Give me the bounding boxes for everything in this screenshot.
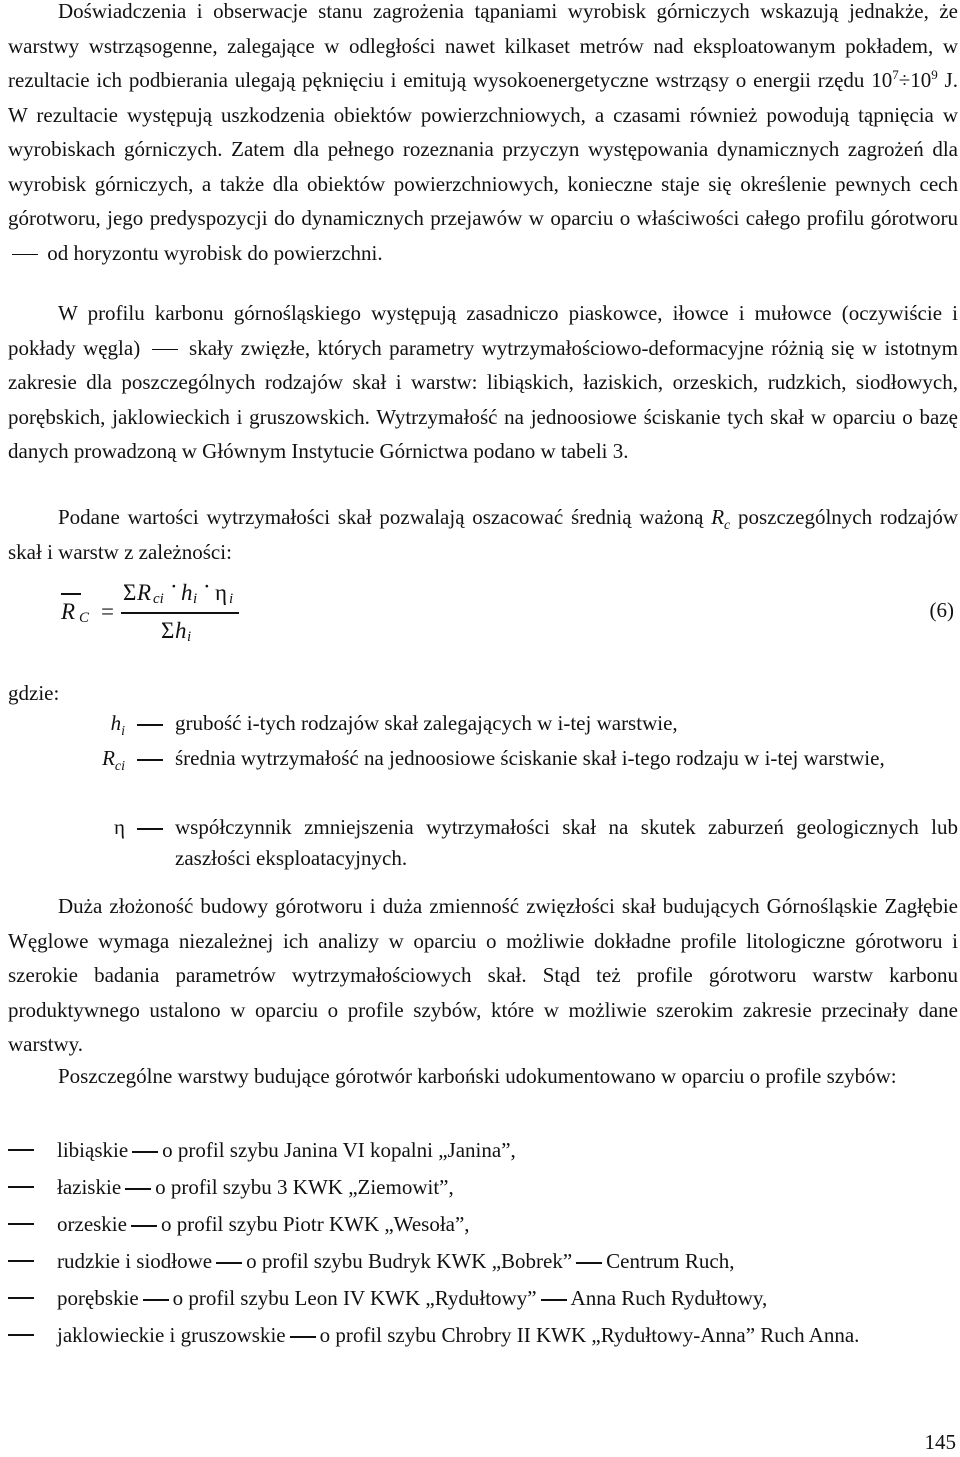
- em-dash: [137, 759, 163, 761]
- fraction-bar: [121, 612, 239, 614]
- range-10: ÷10: [898, 68, 932, 92]
- formula-num-sigma: Σ: [123, 580, 137, 605]
- formula-num-r: R: [137, 580, 152, 605]
- profile-source: o profil szybu 3 KWK „Ziemowit”,: [155, 1175, 454, 1199]
- profile-source: o profil szybu Piotr KWK „Wesoła”,: [160, 1212, 470, 1236]
- list-item-text: [57, 1133, 958, 1168]
- list-item-text: [57, 1170, 958, 1205]
- formula-lhs-r: R: [61, 599, 76, 624]
- paragraph-5: Poszczególne warstwy budujące górotwór karboński udokumentowano w oparciu o profile szybów:: [58, 1064, 897, 1088]
- symbol: η: [114, 815, 125, 839]
- em-dash: [137, 828, 163, 830]
- paragraph-1-part-c: od horyzontu wyrobisk do powierzchni.: [42, 240, 383, 265]
- symbol: R: [102, 746, 115, 770]
- profile-source: o profil szybu Chrobry II KWK „Rydułtowy-Anna” Ruch Anna.: [319, 1323, 860, 1347]
- em-dash: [541, 1299, 567, 1301]
- profile-source-extra: Centrum Ruch,: [606, 1249, 735, 1273]
- formula-dot: ·: [170, 574, 178, 599]
- list-item-text: [57, 1207, 958, 1242]
- formula-dot: ·: [203, 574, 211, 599]
- em-dash: [125, 1188, 151, 1190]
- formula-num-h-sub: i: [193, 591, 198, 607]
- formula-equals: =: [101, 599, 114, 624]
- profile-source: o profil szybu Janina VI kopalni „Janina”,: [162, 1138, 516, 1162]
- list-dash: [8, 1297, 34, 1299]
- paragraph-1: [8, 0, 958, 270]
- definition-text: średnia wytrzymałość na jednoosiowe ściskanie skał i-tego rodzaju w i-tej warstwie,: [175, 746, 885, 770]
- em-dash: [132, 1151, 158, 1153]
- em-dash: [12, 254, 38, 256]
- formula-num-r-sub: ci: [153, 591, 164, 607]
- list-item-text: [57, 1244, 958, 1279]
- where-label: gdzie:: [8, 681, 60, 705]
- page-number: 145: [924, 1430, 956, 1454]
- profile-source: o profil szybu Leon IV KWK „Rydułtowy”: [172, 1286, 537, 1310]
- em-dash: [216, 1262, 242, 1264]
- symbol: h: [110, 711, 122, 735]
- formula-lhs-sub: C: [79, 610, 90, 626]
- em-dash: [131, 1225, 157, 1227]
- list-dash: [8, 1334, 34, 1336]
- symbol-r: R: [711, 505, 725, 529]
- list-dash: [8, 1260, 34, 1262]
- layer-name: łaziskie: [57, 1175, 122, 1199]
- symbol-r-sub: c: [724, 518, 731, 534]
- exponent-7: 7: [892, 67, 899, 82]
- paragraph-3: [8, 500, 958, 569]
- formula-num-eta: η: [215, 580, 228, 605]
- paragraph-4: Duża złożoność budowy górotworu i duża zmienność zwięzłości skał budujących Górnośląskie Zagłębie Węglowe wymaga niezależnej ich analizy w oparciu o możliwie dokładne profile litologiczne górotworu i szerokie badania parametrów wytrzymałościowych skał. Stąd też profile górotworu warstw karbonu produktywnego ustalono w oparciu o profile szybów, które w możliwie szerokim zakresie przecinały dane warstwy.: [8, 894, 958, 1056]
- formula-num-h: h: [181, 580, 193, 605]
- exponent-9: 9: [931, 67, 938, 82]
- paragraph-2: [8, 296, 958, 469]
- paragraph-2-part-a: W profilu karbonu górnośląskiego występują zasadniczo piaskowce, iłowce i mułowce (oczywiście i pokłady węgla): [8, 301, 958, 360]
- symbol-sub: ci: [114, 759, 125, 775]
- mean-overbar: [61, 593, 81, 595]
- layer-name: jaklowieckie i gruszowskie: [57, 1323, 286, 1347]
- list-dash: [8, 1223, 34, 1225]
- list-item-text: [57, 1318, 958, 1353]
- em-dash: [143, 1299, 169, 1301]
- formula-6: [58, 574, 958, 655]
- layer-name: porębskie: [57, 1286, 139, 1310]
- em-dash: [290, 1336, 316, 1338]
- definition-text: współczynnik zmniejszenia wytrzymałości skał na skutek zaburzeń geologicznych lub zaszłości eksploatacyjnych.: [175, 815, 958, 870]
- em-dash: [152, 349, 178, 351]
- formula-den-h: h: [175, 618, 187, 643]
- definition-symbol: [55, 812, 125, 843]
- list-item-text: [57, 1281, 958, 1316]
- paragraph-3-part-a: Podane wartości wytrzymałości skał pozwalają oszacować średnią ważoną: [58, 505, 712, 529]
- em-dash: [576, 1262, 602, 1264]
- list-dash: [8, 1186, 34, 1188]
- formula-den-h-sub: i: [187, 629, 192, 645]
- definition-text: grubość i-tych rodzajów skał zalegających w i-tej warstwie,: [175, 711, 678, 735]
- formula-num-eta-sub: i: [229, 591, 234, 607]
- list-dash: [8, 1149, 34, 1151]
- formula-den-sigma: Σ: [161, 618, 175, 643]
- paragraph-1-part-b: J. W rezultacie występują uszkodzenia obiektów powierzchniowych, a czasami również powodują tąpnięcia w wyrobiskach górniczych. Zatem dla pełnego rozeznania przyczyn występowania dynamicznych zagrożeń dla wyrobisk górniczych, a także dla obiektów powierzchniowych, konieczne staje się określenie pewnych cech górotworu, jego predyspozycji do dynamicznych przejawów w oparciu o właściwości całego profilu górotworu: [8, 68, 958, 230]
- equation-number: (6): [929, 598, 954, 622]
- paragraph-2-part-b: skały zwięzłe, których parametry wytrzymałościowo-deformacyjne różnią się w istotnym zakresie dla poszczególnych rodzajów skał i warstw: libiąskich, łaziskich, orzeskich, rudzkich, siodłowych, porębskich, jaklowieckich i gruszowskich. Wytrzymałość na jednoosiowe ściskanie tych skał w oparciu o bazę danych prowadzoną w Głównym Instytucie Górnictwa podano w tabeli 3.: [8, 335, 958, 463]
- layer-name: rudzkie i siodłowe: [57, 1249, 213, 1273]
- em-dash: [137, 724, 163, 726]
- definition-symbol: [55, 743, 125, 774]
- symbol-sub: i: [121, 724, 125, 740]
- paragraph-3-part-b: poszczególnych rodzajów skał i warstw z zależności:: [8, 505, 958, 564]
- layer-name: orzeskie: [57, 1212, 127, 1236]
- layer-name: libiąskie: [57, 1138, 129, 1162]
- profile-source: o profil szybu Budryk KWK „Bobrek”: [246, 1249, 573, 1273]
- paragraph-1-part-a: Doświadczenia i obserwacje stanu zagrożenia tąpaniami wyrobisk górniczych wskazują jednakże, że warstwy wstrząsogenne, zalegające w odległości nawet kilkaset metrów nad eksploatowanym pokładem, w rezultacie ich podbierania ulegają pęknięciu i emitują wysokoenergetyczne wstrząsy o energii rzędu 10: [8, 0, 958, 92]
- definition-symbol: [55, 708, 125, 739]
- profile-source-extra: Anna Ruch Rydułtowy,: [570, 1286, 768, 1310]
